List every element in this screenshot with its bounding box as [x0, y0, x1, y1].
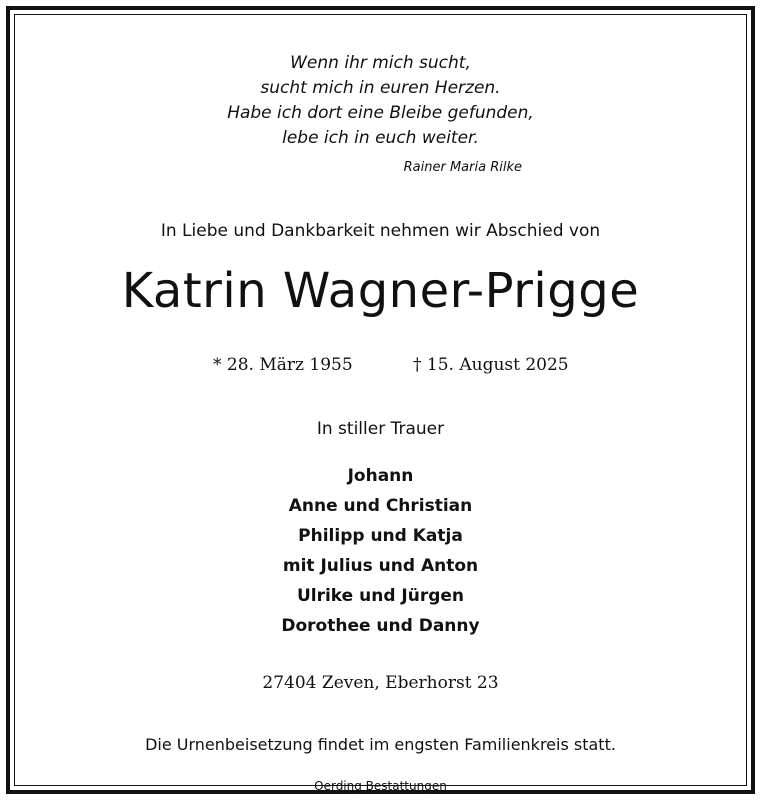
poem-line: sucht mich in euren Herzen. [260, 78, 501, 98]
inner-border [14, 14, 747, 793]
family-member: Dorothee und Danny [281, 616, 480, 636]
poem-line: lebe ich in euch weiter. [282, 128, 479, 148]
burial-notice: Die Urnenbeisetzung findet im engsten Familienkreis statt. [145, 735, 616, 754]
address: 27404 Zeven, Eberhorst 23 [262, 673, 499, 693]
outer-border [6, 6, 755, 794]
poem [15, 51, 746, 151]
family-member: Philipp und Katja [298, 526, 463, 546]
mourning-line: In stiller Trauer [316, 419, 445, 439]
family-member: mit Julius und Anton [282, 556, 479, 576]
poem-line: Habe ich dort eine Bleibe gefunden, [227, 103, 534, 123]
poem-line: Wenn ihr mich sucht, [290, 53, 471, 73]
birth-date: * 28. März 1955 [213, 355, 353, 375]
undertaker-name: Oerding Bestattungen [314, 779, 447, 793]
poem-author: Rainer Maria Rilke [403, 160, 522, 175]
intro-text: In Liebe und Dankbarkeit nehmen wir Abschied von [160, 221, 601, 241]
death-date: † 15. August 2025 [413, 355, 569, 375]
family-member: Anne und Christian [288, 496, 473, 516]
family-member: Johann [347, 466, 414, 486]
deceased-name: Katrin Wagner-Prigge [121, 263, 640, 319]
family-list [15, 461, 746, 641]
family-member: Ulrike und Jürgen [296, 586, 465, 606]
